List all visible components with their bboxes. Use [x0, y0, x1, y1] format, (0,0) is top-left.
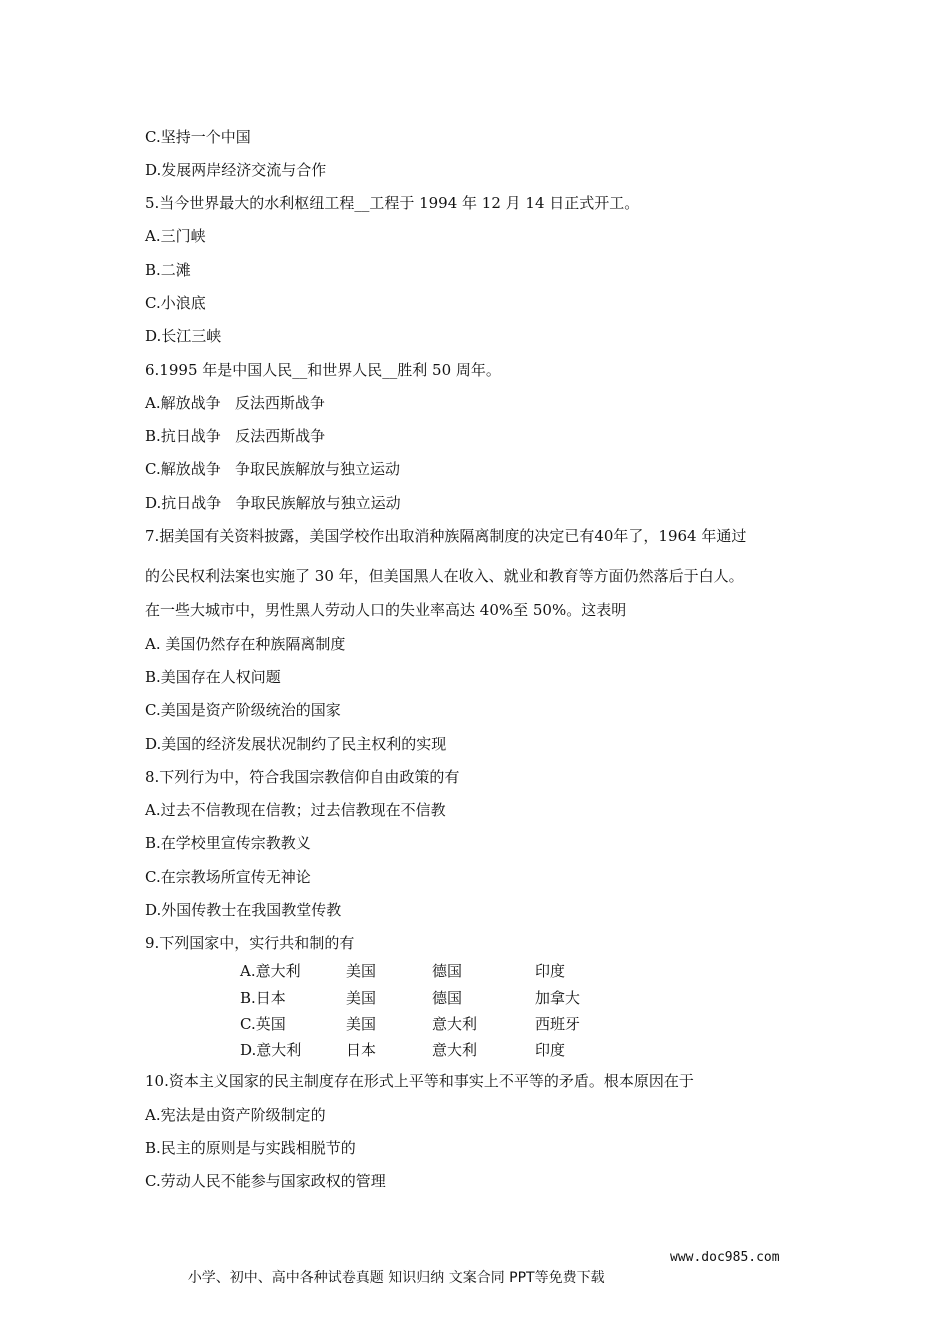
option-line: C.在宗教场所宣传无神论	[145, 868, 311, 886]
option-line: B.美国存在人权问题	[145, 668, 281, 686]
option-line: B.抗日战争 反法西斯战争	[145, 427, 326, 445]
q9-cell: 德国	[432, 989, 463, 1007]
q9-cell: 德国	[432, 962, 463, 980]
option-line: B.民主的原则是与实践相脱节的	[145, 1139, 356, 1157]
q9-cell: 意大利	[432, 1041, 478, 1059]
q9-cell: 意大利	[432, 1015, 478, 1033]
q9-cell: 美国	[346, 989, 377, 1007]
q9-cell: 印度	[535, 962, 566, 980]
option-line: A. 美国仍然存在种族隔离制度	[145, 635, 346, 653]
question-8: 8.下列行为中，符合我国宗教信仰自由政策的有	[145, 768, 460, 786]
text-line: D.发展两岸经济交流与合作	[145, 161, 327, 179]
option-line: C.劳动人民不能参与国家政权的管理	[145, 1172, 386, 1190]
option-line: D.外国传教士在我国教堂传教	[145, 901, 342, 919]
q9-cell: 美国	[346, 1015, 377, 1033]
option-line: A.三门峡	[145, 227, 206, 245]
q9-cell: 加拿大	[535, 989, 581, 1007]
option-line: C.小浪底	[145, 294, 206, 312]
option-line: C.解放战争 争取民族解放与独立运动	[145, 460, 401, 478]
question-9: 9.下列国家中，实行共和制的有	[145, 934, 355, 952]
q9-cell: A.意大利	[240, 962, 301, 980]
text-line: C.坚持一个中国	[145, 128, 251, 146]
q9-cell: B.日本	[240, 989, 286, 1007]
q9-cell: D.意大利	[240, 1041, 302, 1059]
option-line: A.过去不信教现在信教；过去信教现在不信教	[145, 801, 446, 819]
option-line: B.二滩	[145, 261, 191, 279]
text-line: 在一些大城市中，男性黑人劳动人口的失业率高达 40%至 50%。这表明	[145, 601, 627, 619]
q9-cell: 日本	[346, 1041, 377, 1059]
option-line: C.美国是资产阶级统治的国家	[145, 701, 341, 719]
option-line: A.解放战争 反法西斯战争	[145, 394, 325, 412]
q9-cell: 印度	[535, 1041, 566, 1059]
option-line: A.宪法是由资产阶级制定的	[145, 1106, 326, 1124]
text-line: 的公民权利法案也实施了 30 年，但美国黑人在收入、就业和教育等方面仍然落后于白人。	[145, 567, 744, 585]
question-5: 5.当今世界最大的水利枢纽工程__工程于 1994 年 12 月 14 日正式开工。	[145, 194, 640, 212]
option-line: D.美国的经济发展状况制约了民主权利的实现	[145, 735, 447, 753]
option-line: D.抗日战争 争取民族解放与独立运动	[145, 494, 401, 512]
footer-url[interactable]: www.doc985.com	[670, 1250, 780, 1265]
option-line: D.长江三峡	[145, 327, 222, 345]
question-7: 7.据美国有关资料披露，美国学校作出取消种族隔离制度的决定已有40年了，1964 年通过	[145, 527, 747, 545]
question-6: 6.1995 年是中国人民__和世界人民__胜利 50 周年。	[145, 361, 501, 379]
footer-text: 小学、初中、高中各种试卷真题 知识归纳 文案合同 PPT等免费下载	[187, 1270, 605, 1286]
footer	[170, 1248, 780, 1328]
q9-cell: C.英国	[240, 1015, 286, 1033]
option-line: B.在学校里宣传宗教教义	[145, 834, 311, 852]
q9-cell: 西班牙	[535, 1015, 581, 1033]
question-10: 10.资本主义国家的民主制度存在形式上平等和事实上不平等的矛盾。根本原因在于	[145, 1072, 694, 1090]
q9-cell: 美国	[346, 962, 377, 980]
